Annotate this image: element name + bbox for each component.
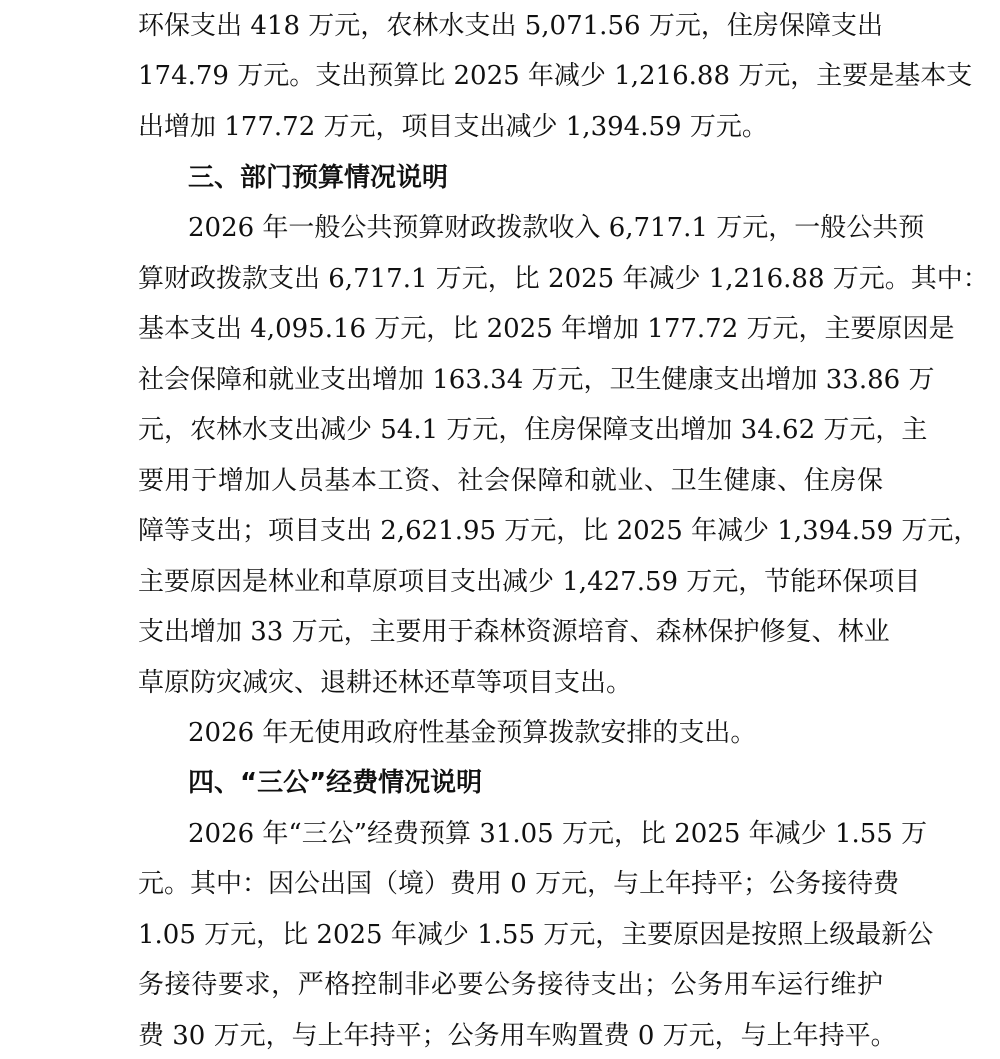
- body-text-line: 算财政拨款支出 6,717.1 万元，比 2025 年减少 1,216.88 万元。其中：: [138, 264, 989, 294]
- section-heading: 三、部门预算情况说明: [188, 163, 449, 193]
- body-text-line: 基本支出 4,095.16 万元，比 2025 年增加 177.72 万元，主要原因是: [138, 314, 955, 344]
- body-text-line: 社会保障和就业支出增加 163.34 万元，卫生健康支出增加 33.86 万: [138, 365, 935, 395]
- body-text-line: 障等支出；项目支出 2,621.95 万元，比 2025 年减少 1,394.59 万元，: [138, 516, 980, 546]
- body-text-line: 要用于增加人员基本工资、社会保障和就业、卫生健康、住房保: [138, 466, 883, 496]
- body-text-line: 费 30 万元，与上年持平；公务用车购置费 0 万元，与上年持平。: [138, 1021, 897, 1051]
- body-text-line: 环保支出 418 万元，农林水支出 5,071.56 万元，住房保障支出: [138, 11, 883, 41]
- body-text-line: 2026 年无使用政府性基金预算拨款安排的支出。: [188, 718, 757, 748]
- body-text-line: 元，农林水支出减少 54.1 万元，住房保障支出增加 34.62 万元，主: [138, 415, 928, 445]
- section-heading: 四、“三公”经费情况说明: [188, 768, 483, 798]
- body-text-line: 支出增加 33 万元，主要用于森林资源培育、森林保护修复、林业: [138, 617, 890, 647]
- body-text-line: 出增加 177.72 万元，项目支出减少 1,394.59 万元。: [138, 112, 768, 142]
- body-text-line: 174.79 万元。支出预算比 2025 年减少 1,216.88 万元，主要是基本支: [138, 61, 973, 91]
- body-text-line: 1.05 万元，比 2025 年减少 1.55 万元，主要原因是按照上级最新公: [138, 920, 934, 950]
- body-text-line: 主要原因是林业和草原项目支出减少 1,427.59 万元，节能环保项目: [138, 567, 921, 597]
- body-text-line: 2026 年一般公共预算财政拨款收入 6,717.1 万元，一般公共预: [188, 213, 925, 243]
- body-text-line: 2026 年“三公”经费预算 31.05 万元，比 2025 年减少 1.55 万: [188, 819, 928, 849]
- body-text-line: 草原防灾减灾、退耕还林还草等项目支出。: [138, 668, 633, 698]
- body-text-line: 务接待要求，严格控制非必要公务接待支出；公务用车运行维护: [138, 970, 883, 1000]
- body-text-line: 元。其中：因公出国（境）费用 0 万元，与上年持平；公务接待费: [138, 869, 900, 899]
